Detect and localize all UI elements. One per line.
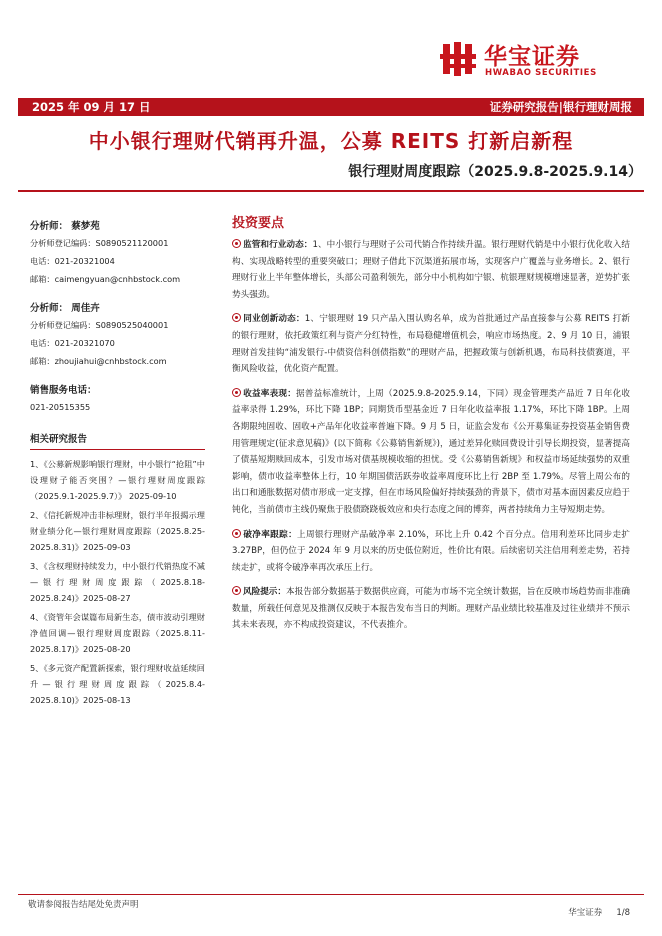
analyst-name: 分析师： 周佳卉: [30, 303, 100, 314]
left-sidebar: [30, 218, 205, 711]
analyst-email[interactable]: 邮箱：zhoujiahui@cnhbstock.com: [30, 356, 167, 366]
bullet-icon: [232, 239, 241, 248]
related-report-item[interactable]: 2、《信托新规冲击非标理财，银行半年报揭示理财业绩分化—银行理财周度跟踪（2025.8.25-2025.8.31)》2025-09-03: [30, 510, 205, 552]
brand-name-en: HWABAO SECURITIES: [485, 68, 597, 78]
key-point: [232, 527, 630, 577]
key-point-lead: 同业创新动态：: [243, 314, 305, 325]
bullet-icon: [232, 313, 241, 322]
analyst-cert: 分析师登记编码：S0890521120001: [30, 238, 169, 248]
sales-contact: [30, 382, 205, 413]
bullet-icon: [232, 529, 241, 538]
key-point: [232, 386, 630, 519]
key-point: [232, 584, 630, 634]
analyst-email[interactable]: 邮箱：caimengyuan@cnhbstock.com: [30, 274, 181, 284]
analyst-name: 分析师： 蔡梦苑: [30, 221, 100, 232]
analyst-cert: 分析师登记编码：S0890525040001: [30, 320, 169, 330]
page-title: 中小银行理财代销再升温，公募 REITS 打新启新程: [88, 129, 574, 153]
related-report-item[interactable]: 3、《含权理财持续发力，中小银行代销热度不减—银行理财周度跟踪（2025.8.18-2025.8.24)》2025-08-27: [30, 561, 205, 603]
key-point-lead: 收益率表现：: [243, 388, 296, 399]
related-heading: 相关研究报告: [30, 431, 205, 450]
title-divider: [18, 190, 644, 192]
key-point-text: 据普益标准统计，上周（2025.9.8-2025.9.14，下同）现金管理类产品近 7 日年化收益率录得 1.29%，环比下降 1BP；同期货币型基金近 7 日年化收益率报 1.17%，环比下降 1BP。上周各期限纯固收、固收+产品年化收益率普遍下降。9 月 5 日，证监会发布《公开募集证券投资基金销售费用管理规定(征求意见稿)》(以下简称《公募销售新规》)，通过差异化赎回费设计引导长期投资，显著提高了债基短期赎回成本，引发市场对债基规模收缩的担忧。受《公募销售新规》和权益市场延续强势的双重影响，债市收益率整体上行，10 年期国债活跃券收益率周度环比上行 2BP 至 1.79%。尽管上周公布的出口和通胀数据对债市形成一定支撑，但在市场风险偏好持续强劲的背景下，债市对基本面因素反应趋于钝化，当前债市主线仍聚焦于股债跷跷板效应和央行态度之间的博弈，两者持续角力主导短期走势。: [232, 388, 630, 515]
page-subtitle: 银行理财周度跟踪（2025.9.8-2025.9.14）: [348, 164, 642, 180]
key-point-lead: 监管和行业动态：: [243, 240, 313, 250]
related-report-item[interactable]: 4、《资管年会谋篇布局新生态，债市波动引理财净值回调—银行理财周度跟踪（2025.8.11-2025.8.17)》2025-08-20: [30, 612, 205, 654]
page-number: 1/8: [616, 908, 630, 918]
sales-label: 销售服务电话：: [30, 385, 97, 396]
key-point: [232, 311, 630, 377]
analyst-card: [30, 218, 205, 285]
footer-company: 华宝证券: [568, 908, 603, 918]
brand-name-cn: 华宝证券: [484, 44, 580, 70]
bullet-icon: [232, 586, 241, 595]
section-heading: 投资要点: [232, 216, 285, 231]
footer-disclaimer: 敬请参阅报告结尾处免责声明: [28, 900, 139, 910]
key-point-text: 1、中小银行与理财子公司代销合作持续升温。银行理财代销是中小银行优化收入结构、实现战略转型的重要突破口；理财子借此下沉渠道拓展市场，实现客户广覆盖与业务增长。2、银行理财行业上半年整体增长，头部公司盈利领先，部分中小机构如宁银、杭银理财规模增速显著，逆势扩张势头强劲。: [232, 240, 630, 300]
related-reports: [30, 431, 205, 708]
footer-divider: [18, 894, 644, 895]
report-type: 证券研究报告|银行理财周报: [489, 100, 632, 114]
related-report-item[interactable]: 1、《公募新规影响银行理财，中小银行“抢阻”中设理财子能否突围？—银行理财周度跟踪（2025.9.1-2025.9.7）》 2025-09-10: [30, 459, 205, 501]
sales-phone: 021-20515355: [30, 402, 91, 412]
company-logo: [440, 38, 630, 84]
related-report-item[interactable]: 5、《多元资产配置新探索，银行理财收益延续回升—银行理财周度跟踪（2025.8.4-2025.8.10)》2025-08-13: [30, 663, 205, 705]
key-point: [232, 237, 630, 303]
hwabao-logo-icon: [440, 40, 478, 78]
analyst-phone: 电话：021-20321004: [30, 256, 115, 266]
bullet-icon: [232, 388, 241, 397]
key-point-text: 1、宁银理财 19 只产品入围认购名单，成为首批通过产品直接参与公募 REITS 打新的银行理财，依托政策红利与资产分红特性，布局稳健增值机会，响应市场热度。2、9 月 10 日，浦银理财首发挂钩“浦发银行-中债资信科创债指数”的理财产品，把握政策与创新机遇，布局科技债赛道，平衡风险收益，优化资产配置。: [232, 314, 630, 375]
header-banner: [18, 98, 644, 116]
report-date: 2025 年 09 月 17 日: [32, 100, 151, 114]
key-point-lead: 风险提示：: [243, 587, 287, 598]
key-point-text: 本报告部分数据基于数据供应商，可能为市场不完全统计数据，旨在反映市场趋势而非准确数量，所载任何意见及推测仅反映于本报告发布当日的判断。理财产品业绩比较基准及过往业绩并不预示其未来表现，亦不构成投资建议，不代表推介。: [232, 587, 630, 631]
analyst-phone: 电话：021-20321070: [30, 338, 115, 348]
analyst-card: [30, 300, 205, 367]
key-point-text: 上周银行理财产品破净率 2.10%，环比上升 0.42 个百分点。信用利差环比同步走扩 3.27BP，但仍位于 2024 年 9 月以来的历史低位附近，性价比有限。后续密切关注信用利差走势，若持续走扩，或将令破净率再次承压上行。: [232, 529, 630, 573]
main-content: [232, 212, 630, 642]
key-point-lead: 破净率跟踪：: [243, 529, 298, 540]
footer-right: [554, 906, 630, 918]
